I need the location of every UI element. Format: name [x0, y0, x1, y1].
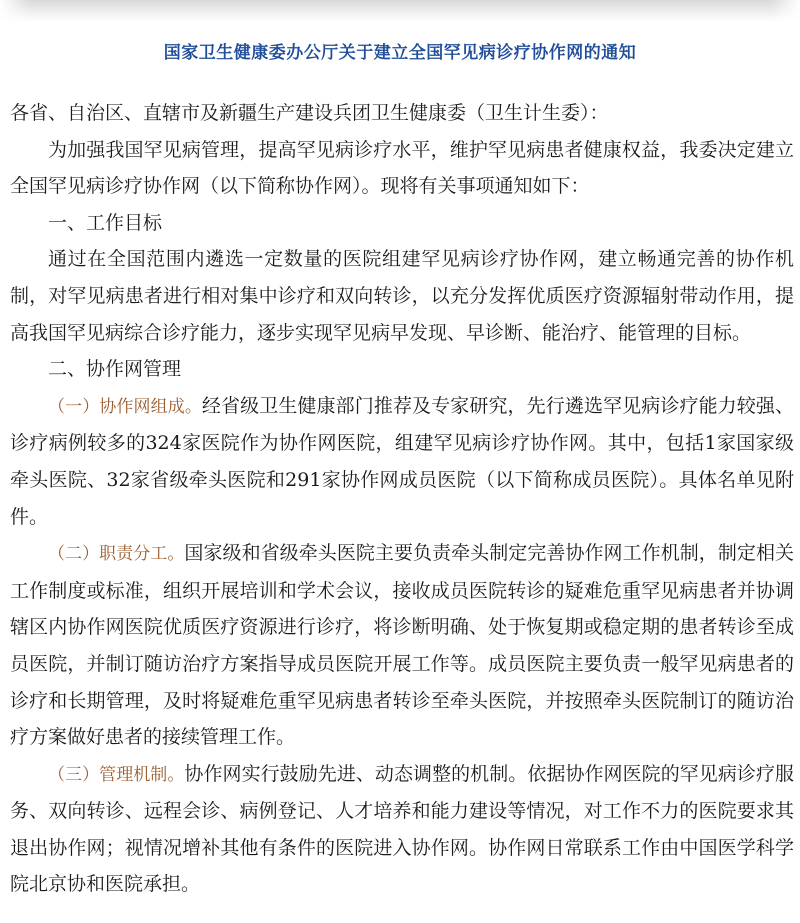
item-composition-label: （一）协作网组成。 — [48, 396, 202, 417]
item-mechanism — [10, 756, 794, 903]
section-heading-goals: 一、工作目标 — [48, 211, 163, 234]
item-responsibilities — [10, 535, 794, 756]
top-decorative-band — [0, 0, 800, 22]
section-body-goals: 通过在全国范围内遴选一定数量的医院组建罕见病诊疗协作网，建立畅通完善的协作机制，对罕见病患者进行相对集中诊疗和双向转诊，以充分发挥优质医疗资源辐射带动作用，提高我国罕见病综合诊疗能力，逐步实现罕见病早发现、早诊断、能治疗、能管理的目标。 — [10, 248, 794, 344]
intro-paragraph: 为加强我国罕见病管理，提高罕见病诊疗水平，维护罕见病患者健康权益，我委决定建立全国罕见病诊疗协作网（以下简称协作网）。现将有关事项通知如下： — [10, 138, 794, 198]
salutation: 各省、自治区、直辖市及新疆生产建设兵团卫生健康委（卫生计生委）： — [10, 102, 609, 124]
document-title: 国家卫生健康委办公厅关于建立全国罕见病诊疗协作网的通知 — [163, 43, 637, 63]
section-heading-management: 二、协作网管理 — [48, 358, 182, 381]
band-right-fade — [770, 0, 800, 22]
band-left-fade — [0, 0, 30, 22]
item-responsibilities-label: （二）职责分工。 — [48, 544, 185, 565]
item-mechanism-label: （三）管理机制。 — [48, 764, 185, 785]
item-composition-body: 经省级卫生健康部门推荐及专家研究，先行遴选罕见病诊疗能力较强、诊疗病例较多的324家医院作为协作网医院，组建罕见病诊疗协作网。其中，包括1家国家级牵头医院、32家省级牵头医院和291家协作网成员医院（以下简称成员医院）。具体名单见附件。 — [10, 394, 794, 528]
item-composition — [10, 388, 794, 535]
item-responsibilities-body: 国家级和省级牵头医院主要负责牵头制定完善协作网工作机制，制定相关工作制度或标准，组织开展培训和学术会议，接收成员医院转诊的疑难危重罕见病患者并协调辖区内协作网医院优质医疗资源进行诊疗，将诊断明确、处于恢复期或稳定期的患者转诊至成员医院，并制订随访治疗方案指导成员医院开展工作等。成员医院主要负责一般罕见病患者的诊疗和长期管理，及时将疑难危重罕见病患者转诊至牵头医院，并按照牵头医院制订的随访治疗方案做好患者的接续管理工作。 — [10, 542, 795, 749]
document-body — [10, 95, 794, 903]
item-mechanism-body: 协作网实行鼓励先进、动态调整的机制。依据协作网医院的罕见病诊疗服务、双向转诊、远程会诊、病例登记、人才培养和能力建设等情况，对工作不力的医院要求其退出协作网；视情况增补其他有条件的医院进入协作网。协作网日常联系工作由中国医学科学院北京协和医院承担。 — [10, 762, 795, 896]
